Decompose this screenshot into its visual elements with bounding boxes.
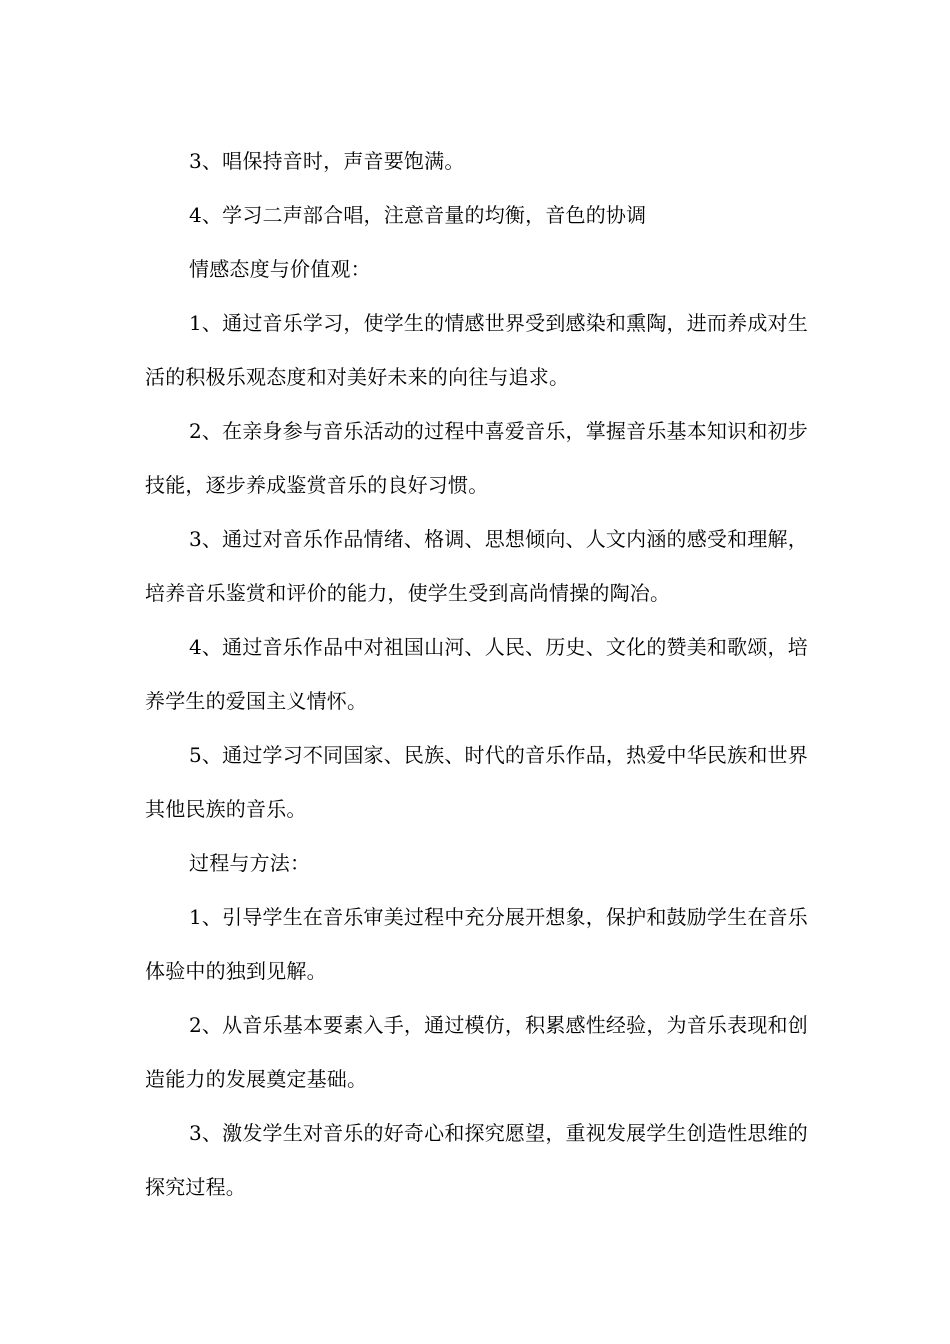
- section-heading: 情感态度与价值观：: [189, 257, 371, 281]
- paragraph: 3、通过对音乐作品情绪、格调、思想倾向、人文内涵的感受和理解，培养音乐鉴赏和评价的能力，使学生受到高尚情操的陶冶。: [145, 527, 808, 605]
- paragraph: 5、通过学习不同国家、民族、时代的音乐作品，热爱中华民族和世界其他民族的音乐。: [145, 743, 808, 821]
- paragraph: 2、从音乐基本要素入手，通过模仿，积累感性经验，为音乐表现和创造能力的发展奠定基础。: [145, 1013, 808, 1091]
- paragraph: 3、唱保持音时，声音要饱满。: [189, 149, 465, 173]
- paragraph: 3、激发学生对音乐的好奇心和探究愿望，重视发展学生创造性思维的探究过程。: [145, 1121, 808, 1199]
- section-heading: 过程与方法：: [189, 851, 311, 875]
- paragraph: 1、通过音乐学习，使学生的情感世界受到感染和熏陶，进而养成对生活的积极乐观态度和对美好未来的向往与追求。: [145, 311, 808, 389]
- document-body: [145, 134, 809, 1214]
- paragraph: 4、通过音乐作品中对祖国山河、人民、历史、文化的赞美和歌颂，培养学生的爱国主义情怀。: [145, 635, 808, 713]
- paragraph: 1、引导学生在音乐审美过程中充分展开想象，保护和鼓励学生在音乐体验中的独到见解。: [145, 905, 808, 983]
- paragraph: 4、学习二声部合唱，注意音量的均衡，音色的协调: [189, 203, 647, 227]
- paragraph: 2、在亲身参与音乐活动的过程中喜爱音乐，掌握音乐基本知识和初步技能，逐步养成鉴赏音乐的良好习惯。: [145, 419, 808, 497]
